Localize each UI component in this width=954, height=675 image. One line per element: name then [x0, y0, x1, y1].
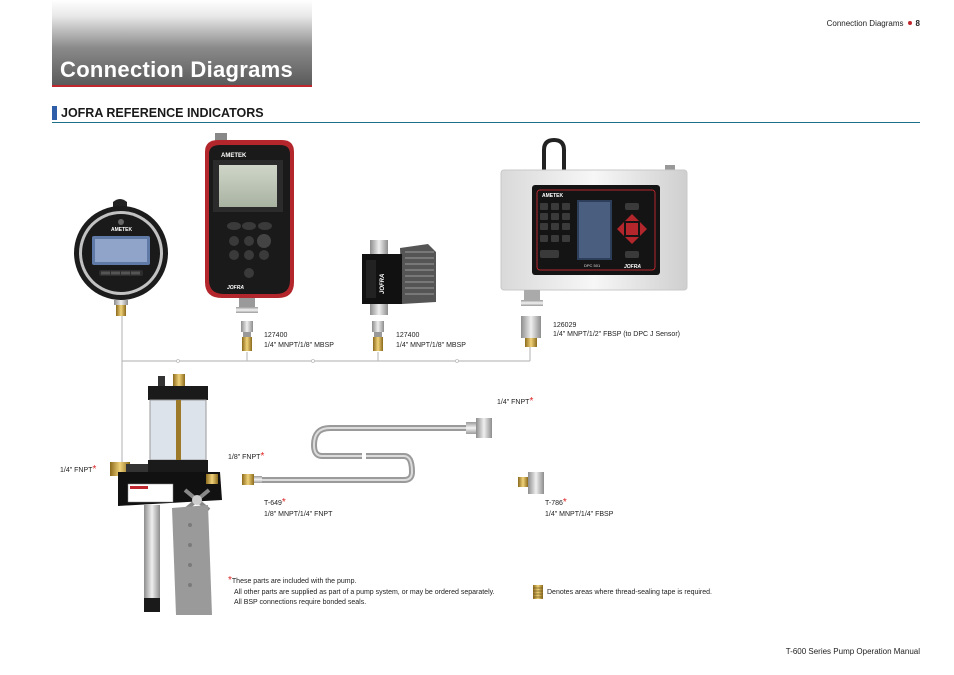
pressure-module — [362, 240, 436, 315]
thread-tape-icon — [533, 585, 543, 599]
dpc-logo: JOFRA — [624, 264, 641, 270]
adapter-c-desc: 1/4" MNPT/1/2" FBSP (to DPC J Sensor) — [553, 331, 680, 338]
t786-part-label — [545, 499, 567, 508]
included-star-icon: * — [228, 575, 232, 586]
t649-desc: 1/8" MNPT/1/4" FNPT — [264, 511, 333, 518]
flex-hose — [262, 428, 470, 480]
hose-end-fitting — [466, 418, 492, 438]
note-line-2: All other parts are supplied as part of a pump system, or may be ordered separately. — [234, 589, 495, 596]
adapter-127400-b — [372, 321, 384, 351]
t786-part-text: T-786 — [545, 500, 563, 507]
adapter-127400-a — [241, 321, 253, 351]
left-port-text: 1/4" FNPT — [60, 467, 93, 474]
t649-part-text: T-649 — [264, 500, 282, 507]
included-star-icon: * — [281, 497, 286, 508]
note-line-1-text: These parts are included with the pump. — [231, 578, 357, 585]
adapter-a-desc: 1/4" MNPT/1/8" MBSP — [264, 342, 334, 349]
t786-desc: 1/4" MNPT/1/4" FBSP — [545, 511, 614, 518]
dpc-controller — [501, 140, 687, 306]
note-line-3: All BSP connections require bonded seals. — [234, 599, 367, 606]
right-port-text: 1/8" FNPT — [228, 454, 261, 461]
dpc-brand: AMETEK — [542, 193, 564, 199]
t649-part-label — [264, 499, 286, 508]
handheld-calibrator — [205, 133, 294, 313]
page-number: 8 — [915, 19, 920, 28]
hose-end-text: 1/4" FNPT — [497, 399, 530, 406]
handheld-brand: AMETEK — [221, 153, 247, 159]
page-title: Connection Diagrams — [60, 57, 294, 82]
included-star-icon: * — [529, 396, 534, 407]
adapter-c-part: 126029 — [553, 322, 577, 329]
digital-pressure-gauge — [74, 199, 168, 316]
t786-adapter — [518, 472, 544, 494]
adapter-126029 — [521, 316, 541, 347]
dpc-model: DPC 501 — [584, 263, 601, 268]
pump-right-port-label — [228, 453, 264, 462]
note-line-1 — [228, 577, 356, 586]
section-title: JOFRA REFERENCE INDICATORS — [61, 106, 264, 120]
adapter-b-part: 127400 — [396, 332, 420, 339]
handheld-logo: JOFRA — [227, 285, 244, 291]
included-star-icon: * — [562, 497, 567, 508]
adapter-b-desc: 1/4" MNPT/1/8" MBSP — [396, 342, 466, 349]
pump-left-port-label — [60, 466, 96, 475]
footer-manual-title: T-600 Series Pump Operation Manual — [785, 647, 920, 656]
adapter-a-part: 127400 — [264, 332, 288, 339]
gauge-brand: AMETEK — [111, 227, 133, 233]
included-star-icon: * — [92, 464, 97, 475]
module-logo: JOFRA — [380, 273, 386, 294]
running-header-label: Connection Diagrams — [826, 19, 904, 28]
t649-adapter — [242, 474, 262, 485]
tape-note: Denotes areas where thread-sealing tape is required. — [547, 589, 712, 596]
included-star-icon: * — [260, 451, 265, 462]
hand-pump — [110, 374, 222, 615]
hose-end-label — [497, 398, 533, 407]
